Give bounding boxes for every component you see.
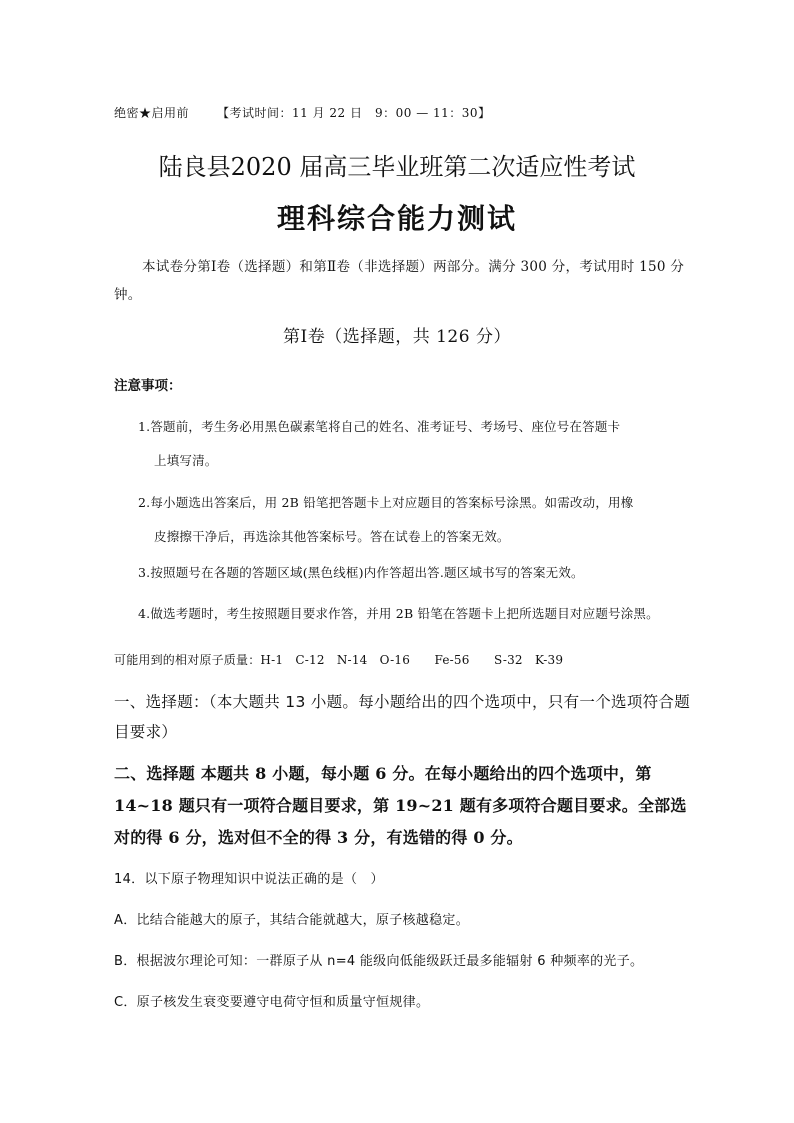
notice-item-1-line2: 上填写清。 — [154, 453, 218, 468]
notice-item-1 — [138, 410, 690, 478]
question-14-option-b: B．根据波尔理论可知：一群原子从 n=4 能级向低能级跃迁最多能辐射 6 种频率的光子。 — [114, 954, 644, 969]
exam-subtitle: 理科综合能力测试 — [276, 202, 517, 235]
question-14-option-a: A．比结合能越大的原子，其结合能就越大，原子核越稳定。 — [114, 913, 469, 928]
question-14-stem: 14．以下原子物理知识中说法正确的是（ ） — [114, 872, 384, 887]
section-1-heading: 一、选择题：（本大题共 13 小题。每小题给出的四个选项中，只有一个选项符合题目要求） — [114, 693, 691, 741]
notice-item-2 — [138, 486, 690, 554]
notice-item-3 — [138, 556, 690, 590]
notice-item-3-line1: 3.按照题号在各题的答题区域(黑色线框)内作答超出答.题区域书写的答案无效。 — [138, 565, 584, 580]
exam-time: 【考试时间：11 月 22 日 9：00 — 11：30】 — [217, 106, 491, 120]
part1-title: 第Ⅰ卷（选择题，共 126 分） — [283, 327, 511, 347]
notice-item-4 — [138, 597, 708, 631]
notice-item-2-line2: 皮擦擦干净后，再选涂其他答案标号。答在试卷上的答案无效。 — [154, 529, 510, 544]
notice-item-2-line1: 2.每小题选出答案后，用 2B 铅笔把答题卡上对应题目的答案标号涂黑。如需改动，用橡 — [138, 495, 634, 510]
confidential-label: 绝密★启用前 — [114, 106, 190, 120]
notice-item-4-line1: 4.做选考题时，考生按照题目要求作答，并用 2B 铅笔在答题卡上把所选题目对应题号涂黑。 — [138, 606, 659, 621]
notice-title: 注意事项： — [114, 378, 182, 394]
notice-item-1-line1: 1.答题前，考生务必用黑色碳素笔将自己的姓名、准考证号、考场号、座位号在答题卡 — [138, 419, 621, 434]
exam-title: 陆良县2020 届高三毕业班第二次适应性考试 — [158, 153, 636, 181]
header-line — [114, 104, 491, 121]
question-14-option-c: C．原子核发生衰变要遵守电荷守恒和质量守恒规律。 — [114, 995, 430, 1010]
exam-intro: 本试卷分第Ⅰ卷（选择题）和第Ⅱ卷（非选择题）两部分。满分 300 分，考试用时 150 分钟。 — [114, 259, 685, 303]
section-2-heading: 二、选择题 本题共 8 小题，每小题 6 分。在每小题给出的四个选项中，第 14~18 题只有一项符合题目要求，第 19~21 题有多项符合题目要求。全部选对的得 6 分，选对但不全的得 3 分，有选错的得 0 分。 — [114, 764, 687, 847]
atomic-masses: 可能用到的相对原子质量：H-1 C-12 N-14 O-16 Fe-56 S-32 K-39 — [114, 653, 564, 667]
